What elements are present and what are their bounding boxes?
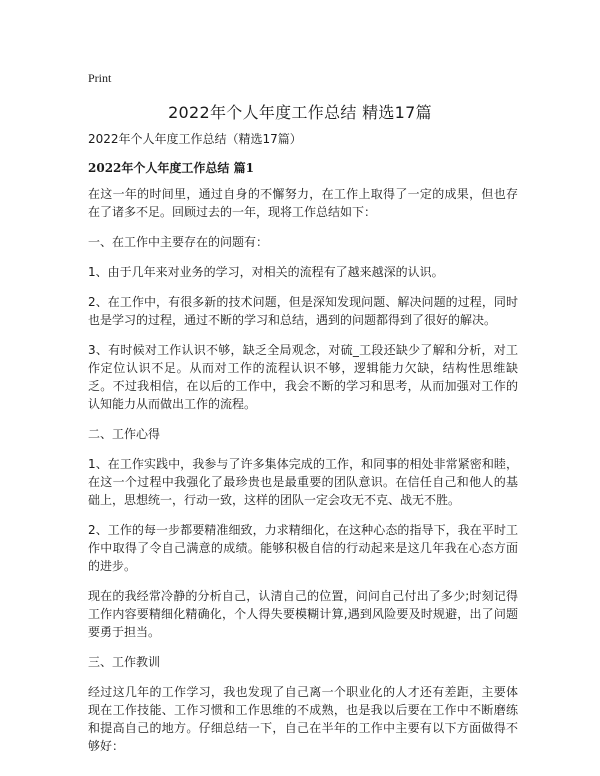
section-heading: 2022年个人年度工作总结 篇1	[88, 161, 254, 175]
paragraph-experience-2: 2、工作的每一步都要精准细致，力求精细化，在这种心态的指导下，我在平时工作中取得了令自己满意的成绩。能够积极自信的行动起来是这几年我在心态方面的进步。	[88, 523, 518, 573]
paragraph-experience-1: 1、在工作实践中，我参与了许多集体完成的工作，和同事的相处非常紧密和睦，在这一个过程中我强化了最珍贵也是最重要的团队意识。在信任自己和他人的基础上，思想统一，行动一致，这样的团队一定会攻无不克、战无不胜。	[88, 457, 518, 507]
document-body	[88, 130, 518, 767]
page-title: 2022年个人年度工作总结 精选17篇	[168, 103, 432, 122]
paragraph-lessons: 经过这几年的工作学习，我也发现了自己离一个职业化的人才还有差距，主要体现在工作技能、工作习惯和工作思维的不成熟，也是我以后要在工作中不断磨练和提高自己的地方。仔细总结一下，自己在半年的工作中主要有以下方面做得不够好：	[88, 685, 518, 753]
paragraph-problem-3: 3、有时候对工作认识不够，缺乏全局观念，对硫_工段还缺少了解和分析，对工作定位认识不足。从而对工作的流程认识不够，逻辑能力欠缺，结构性思维缺乏。不过我相信，在以后的工作中，我会不断的学习和思考，从而加强对工作的认知能力从而做出工作的流程。	[88, 343, 518, 411]
paragraph-problem-2: 2、在工作中，有很多新的技术问题，但是深知发现问题、解决问题的过程，同时也是学习的过程，通过不断的学习和总结，遇到的问题都得到了很好的解决。	[88, 295, 518, 327]
heading-experience: 二、工作心得	[88, 427, 161, 441]
heading-lessons: 三、工作教训	[88, 655, 161, 669]
paragraph-problem-1: 1、由于几年来对业务的学习，对相关的流程有了越来越深的认识。	[88, 265, 444, 279]
paragraph-reflection: 现在的我经常冷静的分析自己，认清自己的位置，问问自己付出了多少;时刻记得工作内容要精细化精确化，个人得失要模糊计算,遇到风险要及时规避，出了问题要勇于担当。	[88, 589, 518, 639]
paragraph-intro: 在这一年的时间里，通过自身的不懈努力，在工作上取得了一定的成果，但也存在了诸多不足。回顾过去的一年，现将工作总结如下：	[88, 187, 518, 219]
heading-problems: 一、在工作中主要存在的问题有：	[88, 235, 269, 249]
document-subtitle: 2022年个人年度工作总结（精选17篇）	[88, 132, 302, 146]
print-label: Print	[88, 71, 112, 85]
